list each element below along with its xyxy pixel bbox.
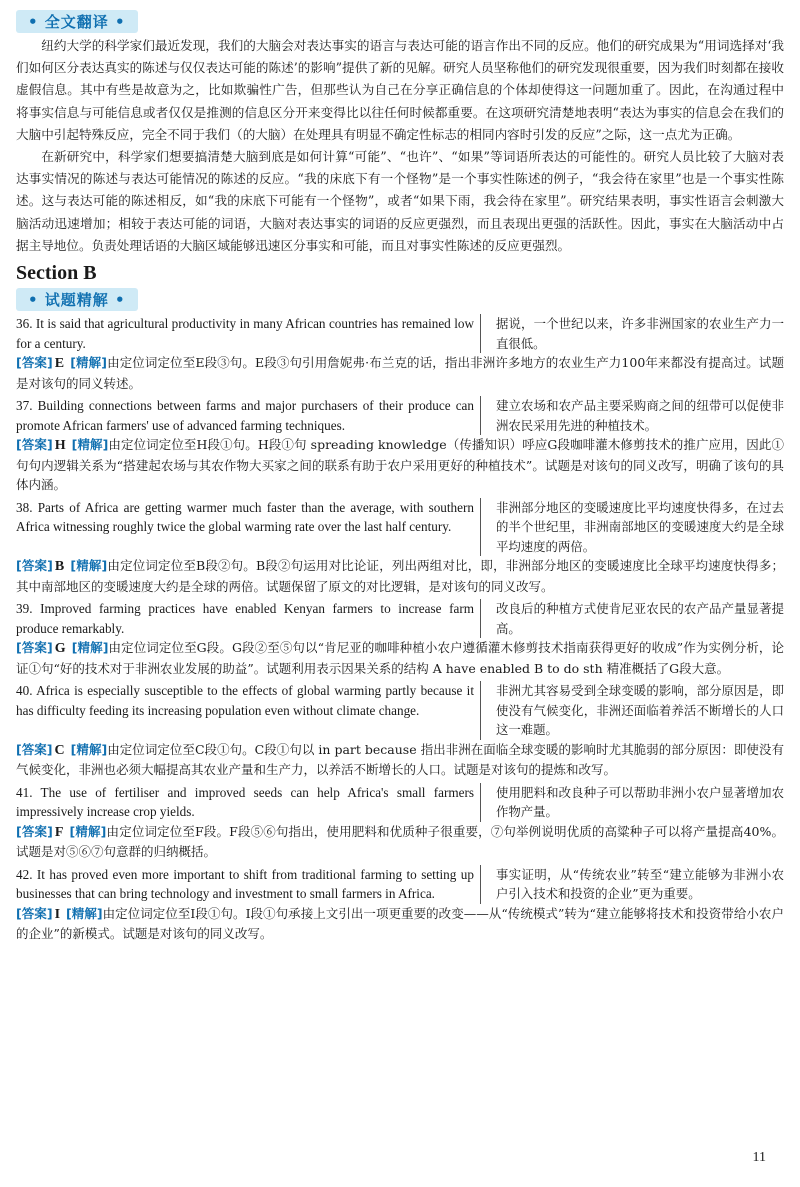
- answer-line: [16, 435, 784, 495]
- question-chinese: 非洲部分地区的变暖速度比平均速度快得多，在过去的半个世纪里，非洲南部地区的变暖速度大约是全球平均速度的两倍。: [496, 499, 784, 554]
- answer-tag: [答案]: [16, 741, 53, 757]
- question-item: [16, 865, 784, 944]
- question-english: 42. It has proved even more important to shift from traditional farming to setting up businesses that can bring technology and investment to small farmers in Africa.: [16, 865, 481, 904]
- answer-explanation: 由定位词定位至E段③句。E段③句引用詹妮弗·布兰克的话，指出非洲许多地方的农业生产力100年来都没有提高过。试题是对该句的同义转述。: [16, 355, 784, 391]
- analysis-tag: [精解]: [70, 355, 107, 371]
- answer-letter: E: [54, 356, 65, 372]
- answer-explanation: 由定位词定位至F段。F段⑤⑥句指出，使用肥料和优质种子很重要，⑦句举例说明优质的高粱种子可以将产量提高40%。试题是对⑤⑥⑦句意群的归纳概括。: [16, 823, 784, 860]
- question-chinese: 据说，一个世纪以来，许多非洲国家的农业生产力一直很低。: [496, 316, 784, 351]
- answer-tag: [答案]: [16, 437, 53, 453]
- analysis-tag: [精解]: [70, 741, 108, 757]
- answer-explanation: 由定位词定位至C段①句。C段①句以 in part because 指出非洲在面临全球变暖的影响时尤其脆弱的部分原因：即使没有气候变化，非洲也必须大幅提高其农业产量和生产力，以养活不断增长的人口。试题是对该句的提炼和改写。: [16, 741, 784, 778]
- answer-letter: F: [54, 824, 64, 840]
- analysis-tag: [精解]: [69, 823, 107, 839]
- section-title: Section B: [16, 262, 97, 285]
- translation-banner: • 全文翻译 •: [16, 10, 138, 33]
- translation-paragraph-1: 纽约大学的科学家们最近发现，我们的大脑会对表达事实的语言与表达可能的语言作出不同的反应。他们的研究成果为“用词选择对‘我们如何区分表达真实的陈述与仅仅表达可能的陈述’的影响”提供了新的见解。研究人员坚称他们的研究发现很重要，因为我们时刻都在接收虚假信息。其中有些是故意为之，比如欺骗性广告，但那些认为自己在分享正确信息的个体却使得这一问题加重了。因此，在沟通过程中将事实信息与可能信息或者仅仅是推测的信息区分开来变得比以往任何时候都重要。在这项研究清楚地表明“表达为事实的信息会在我们的大脑中引起特殊反应，完全不同于我们（的大脑）在处理具有明显不确定性标志的相同内容时引发的反应”之际，这一点尤为正确。: [16, 38, 784, 142]
- analysis-tag: [精解]: [70, 558, 108, 574]
- question-chinese: 改良后的种植方式使肯尼亚农民的农产品产量显著提高。: [496, 601, 784, 636]
- answer-letter: C: [54, 742, 65, 758]
- answer-line: [16, 556, 784, 596]
- answer-tag: [答案]: [16, 640, 53, 656]
- question-english: 41. The use of fertiliser and improved seeds can help Africa's small farmers impressively increase crop yields.: [16, 783, 481, 822]
- answer-explanation: 由定位词定位至I段①句。I段①句承接上文引出一项更重要的改变——从“传统模式”转为“建立能够将技术和投资带给小农户的企业”的新模式。试题是对该句的同义改写。: [16, 905, 784, 942]
- answer-line: [16, 638, 784, 678]
- answer-letter: B: [54, 559, 65, 575]
- question-english: 36. It is said that agricultural productivity in many African countries has remained low for a century.: [16, 314, 481, 353]
- answer-line: [16, 904, 784, 944]
- analysis-tag: [精解]: [71, 640, 109, 656]
- answer-tag: [答案]: [16, 823, 53, 839]
- question-english: 40. Africa is especially susceptible to the effects of global warming partly because it has difficulty feeding its increasing population even without climate change.: [16, 681, 481, 740]
- question-chinese: 使用肥料和改良种子可以帮助非洲小农户显著增加农作物产量。: [496, 784, 784, 820]
- question-english: 37. Building connections between farms and major purchasers of their produce can promote African farmers' use of advanced farming techniques.: [16, 396, 481, 435]
- question-item: [16, 599, 784, 678]
- question-item: [16, 314, 784, 393]
- question-chinese: 建立农场和农产品主要采购商之间的纽带可以促使非洲农民采用先进的种植技术。: [496, 398, 784, 433]
- answer-explanation: 由定位词定位至G段。G段②至⑤句以“肯尼亚的咖啡种植小农户遵循灌木修剪技术指南获得更好的收成”作为实例分析，论证①句“好的技术对于非洲农业发展的助益”。试题利用表示因果关系的结构 A have enabled B to do sth 精准概括了G段大意。: [16, 640, 784, 676]
- answer-letter: G: [54, 641, 66, 657]
- question-item: [16, 681, 784, 780]
- analysis-tag: [精解]: [71, 437, 109, 453]
- answer-tag: [答案]: [16, 558, 53, 574]
- question-english: 39. Improved farming practices have enabled Kenyan farmers to increase farm produce remarkably.: [16, 599, 481, 638]
- answer-letter: I: [54, 906, 61, 922]
- question-item: [16, 783, 784, 862]
- analysis-banner: • 试题精解 •: [16, 288, 138, 311]
- analysis-tag: [精解]: [66, 905, 103, 921]
- question-chinese: 事实证明，从“传统农业”转至“建立能够为非洲小农户引入技术和投资的企业”更为重要。: [496, 866, 784, 902]
- answer-line: [16, 740, 784, 780]
- page-number: 11: [752, 1150, 766, 1165]
- translation-paragraph-2: 在新研究中，科学家们想要搞清楚大脑到底是如何计算“可能”、“也许”、“如果”等词语所表达的可能性的。研究人员比较了大脑对表达事实情况的陈述与表达可能情况的陈述的反应。“我的床底下有一个怪物”是一个事实性陈述的例子，“我会待在家里”也是一个事实性陈述。这与表达可能的陈述相反，如“我的床底下可能有一个怪物”，或者“如果下雨，我会待在家里”。研究结果表明，事实性语言会刺激大脑活动迅速增加；相较于表达可能的词语，大脑对表达事实的词语的反应更强烈，而且表现出更强的活跃性。因此，事实在大脑活动中占据主导地位。负责处理话语的大脑区域能够迅速区分事实和可能，而且对事实性陈述的反应更强烈。: [16, 149, 784, 253]
- question-english: 38. Parts of Africa are getting warmer much faster than the average, with southern Africa witnessing roughly twice the global warming rate over the last half century.: [16, 498, 481, 557]
- answer-line: [16, 822, 784, 862]
- answer-tag: [答案]: [16, 905, 53, 921]
- answer-line: [16, 353, 784, 393]
- question-list: [16, 314, 784, 944]
- question-chinese: 非洲尤其容易受到全球变暖的影响，部分原因是，即使没有气候变化，非洲还面临着养活不断增长的人口这一难题。: [496, 683, 784, 738]
- answer-explanation: 由定位词定位至H段①句。H段①句 spreading knowledge（传播知识）呼应G段咖啡灌木修剪技术的推广应用，因此①句句内逻辑关系为“搭建起农场与其农作物大买家之间的联系有助于农户采用更好的种植技术”。试题是对该句的同义改写，明确了该句的具体内涵。: [16, 437, 784, 493]
- question-item: [16, 498, 784, 597]
- answer-tag: [答案]: [16, 355, 53, 371]
- page-content: [16, 10, 784, 944]
- answer-explanation: 由定位词定位至B段②句。B段②句运用对比论证，列出两组对比，即，非洲部分地区的变暖速度比全球平均速度快得多；其中南部地区的变暖速度大约是全球的两倍。试题保留了原文的对比逻辑，是对该句的同义改写。: [16, 558, 784, 594]
- answer-letter: H: [54, 438, 66, 454]
- question-item: [16, 396, 784, 495]
